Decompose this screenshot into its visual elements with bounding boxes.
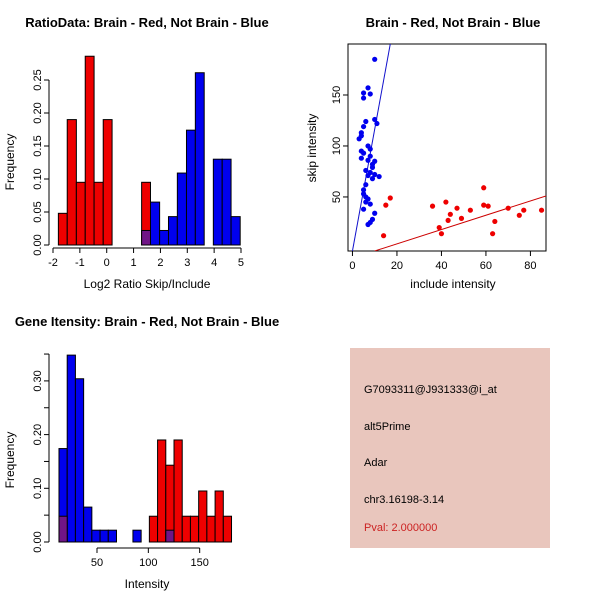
notbrain-blue-bar [160,230,169,245]
notbrain-blue-bar [67,355,75,542]
x-tick-label: 50 [90,557,104,569]
brain-red-point [446,218,451,223]
gene-hist-plot [0,300,300,600]
panel-info [300,300,600,600]
notbrain-blue-bar [84,507,92,542]
ratio-hist-plot [0,0,300,300]
brain-red-bar [76,182,85,245]
brain-red-point [521,208,526,213]
y-tick-label: 50 [331,190,343,204]
scatter-title: Brain - Red, Not Brain - Blue [365,15,541,30]
gene-hist-y-axis-label: Frequency [3,431,17,489]
x-tick-label: 80 [524,260,537,272]
brain-red-fit-line [375,196,546,251]
info-box [350,348,550,548]
notbrain-blue-bar [231,217,240,245]
y-tick-label: 0.20 [32,102,44,124]
scatter-x-axis-label: include intensity [410,277,496,291]
brain-red-point [490,231,495,236]
notbrain-blue-bar [133,530,141,542]
notbrain-blue-point [361,151,366,156]
notbrain-blue-point [372,211,377,216]
notbrain-blue-point [377,174,382,179]
brain-red-point [381,233,386,238]
notbrain-blue-point [361,95,366,100]
x-tick-label: 100 [139,557,158,569]
brain-red-bar [67,120,76,245]
gene-hist-x-axis-label: Intensity [124,577,170,591]
gene-name-text: Adar [364,457,388,469]
notbrain-blue-point [374,121,379,126]
y-tick-label: 0.30 [32,370,44,392]
ratio-hist-y-axis-label: Frequency [3,133,17,191]
brain-red-point [443,199,448,204]
notbrain-blue-point [365,158,370,163]
overlap-purple-bar [166,530,174,542]
ratio-hist-x-axis-label: Log2 Ratio Skip/Include [83,277,211,291]
notbrain-blue-point [365,222,370,227]
ratio_hist-group [32,56,244,269]
x-tick-label: 2 [157,257,164,269]
notbrain-blue-point [365,173,370,178]
notbrain-blue-point [363,168,368,173]
notbrain-blue-bar [186,130,195,245]
notbrain-blue-point [372,57,377,62]
notbrain-blue-point [359,156,364,161]
gene_hist-group [32,354,232,569]
notbrain-blue-bar [213,159,222,245]
brain-red-bar [103,120,112,245]
brain-red-bar [223,516,231,542]
notbrain-blue-bar [92,530,100,542]
panel-ratio-histogram [0,0,300,300]
scatter-y-axis-label: skip intensity [305,113,319,183]
brain-red-point [430,204,435,209]
brain-red-point [459,216,464,221]
brain-red-bar [85,56,94,245]
x-tick-label: 4 [211,257,218,269]
brain-red-bar [190,516,198,542]
y-tick-label: 0.10 [32,477,44,500]
brain-red-bar [207,516,215,542]
brain-red-point [454,206,459,211]
notbrain-blue-bar [222,159,231,245]
x-tick-label: 0 [103,257,110,269]
notbrain-blue-bar [75,379,83,542]
notbrain-blue-point [365,85,370,90]
brain-red-bar [182,516,190,542]
panel-gene-histogram [0,300,300,600]
brain-red-bar [199,491,207,542]
y-tick-label: 0.00 [32,234,44,256]
notbrain-blue-point [368,201,373,206]
notbrain-blue-point [361,124,366,129]
y-tick-label: 150 [331,85,343,105]
y-tick-label: 0.25 [32,69,44,91]
brain-red-point [439,231,444,236]
brain-red-point [539,208,544,213]
x-tick-label: 40 [435,260,448,272]
notbrain-blue-point [357,136,362,141]
x-tick-label: -1 [74,257,85,269]
notbrain-blue-bar [195,73,204,245]
x-tick-label: 60 [479,260,493,272]
notbrain-blue-point [361,90,366,95]
brain-red-bar [174,440,182,542]
x-tick-label: 20 [390,260,404,272]
x-tick-label: 150 [190,557,209,569]
brain-red-bar [158,440,166,542]
x-tick-label: -2 [48,257,58,269]
brain-red-point [506,206,511,211]
splice-type-text: alt5Prime [364,421,411,433]
overlap-purple-bar [142,230,151,245]
notbrain-blue-point [370,165,375,170]
notbrain-blue-point [363,182,368,187]
location-text: chr3.16198-3.14 [364,494,445,506]
notbrain-blue-point [368,91,373,96]
brain-red-point [448,212,453,217]
notbrain-blue-bar [150,202,159,245]
brain-red-point [517,213,522,218]
brain-red-point [481,203,486,208]
brain-red-point [468,208,473,213]
x-tick-label: 5 [237,257,245,269]
x-tick-label: 1 [130,257,137,269]
overlap-purple-bar [59,516,67,542]
y-tick-label: 0.15 [32,135,44,157]
y-tick-label: 100 [331,136,343,156]
brain-red-point [437,225,442,230]
brain-red-bar [215,491,223,542]
y-tick-label: 0.20 [32,423,44,446]
brain-red-bar [149,516,157,542]
brain-red-point [388,195,393,200]
y-tick-label: 0.00 [32,531,44,553]
ratio-hist-title: RatioData: Brain - Red, Not Brain - Blue [25,15,269,30]
scatter-plot [300,0,600,300]
notbrain-blue-point [370,176,375,181]
notbrain-blue-point [361,207,366,212]
brain-red-bar [94,182,103,245]
notbrain-blue-bar [108,530,116,542]
brain-red-point [486,204,491,209]
brain-red-bar [58,213,67,245]
notbrain-blue-bar [168,217,177,245]
notbrain-blue-point [363,199,368,204]
gene-hist-title: Gene Itensity: Brain - Red, Not Brain - Blue [14,314,280,329]
x-tick-label: 0 [349,260,356,272]
pval-text: Pval: 2.000000 [364,522,438,534]
notbrain-blue-bar [177,173,186,245]
brain-red-point [481,185,486,190]
brain-red-point [492,219,497,224]
brain-red-point [383,203,388,208]
notbrain-blue-bar [100,530,108,542]
notbrain-blue-point [363,119,368,124]
panel-scatter [300,0,600,300]
x-tick-label: 3 [184,257,191,269]
y-tick-label: 0.10 [32,168,44,190]
y-tick-label: 0.05 [32,201,44,223]
probe-id-text: G7093311@J931333@i_at [364,384,497,396]
scatter-group [331,44,546,272]
notbrain-blue-point [368,146,373,151]
